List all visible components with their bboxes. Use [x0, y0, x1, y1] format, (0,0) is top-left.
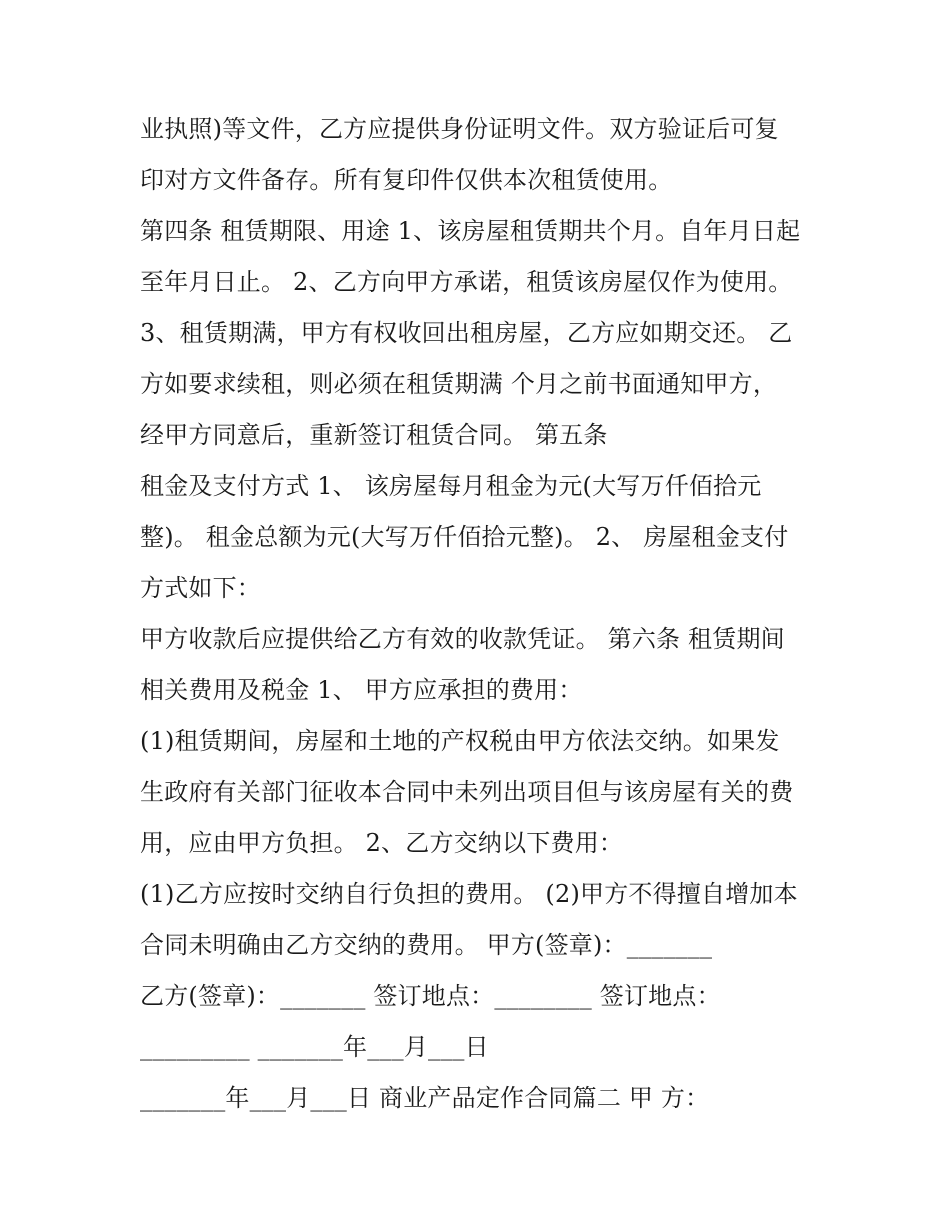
text-line-17: 合同未明确由乙方交纳的费用。 甲方(签章)：_______: [140, 931, 713, 959]
text-line-1: 业执照)等文件，乙方应提供身份证明文件。双方验证后可复: [140, 115, 779, 143]
text-line-2: 印对方文件备存。所有复印件仅供本次租赁使用。: [140, 166, 673, 194]
text-line-10: 方式如下：: [140, 574, 261, 602]
text-line-7: 经甲方同意后，重新签订租赁合同。 第五条: [140, 421, 608, 449]
text-line-5: 3、租赁期满，甲方有权收回出租房屋，乙方应如期交还。 乙: [140, 319, 793, 347]
text-line-16: (1)乙方应按时交纳自行负担的费用。 (2)甲方不得擅自增加本: [140, 880, 798, 908]
contract-body-text: [140, 104, 840, 1124]
text-line-12: 相关费用及税金 1、 甲方应承担的费用：: [140, 676, 583, 704]
text-line-13: (1)租赁期间，房屋和土地的产权税由甲方依法交纳。如果发: [140, 727, 780, 755]
text-line-9: 整)。 租金总额为元(大写万仟佰拾元整)。 2、 房屋租金支付: [140, 523, 789, 551]
text-line-14: 生政府有关部门征收本合同中未列出项目但与该房屋有关的费: [140, 778, 794, 806]
text-line-15: 用，应由甲方负担。 2、乙方交纳以下费用：: [140, 829, 624, 857]
text-line-20: _______年___月___日 商业产品定作合同篇二 甲 方：: [140, 1084, 710, 1112]
text-line-19: _________ _______年___月___日: [140, 1033, 489, 1061]
text-line-18: 乙方(签章)：_______ 签订地点：________ 签订地点：: [140, 982, 721, 1010]
text-line-6: 方如要求续租，则必须在租赁期满 个月之前书面通知甲方，: [140, 370, 778, 398]
text-line-8: 租金及支付方式 1、 该房屋每月租金为元(大写万仟佰拾元: [140, 472, 762, 500]
text-line-3: 第四条 租赁期限、用途 1、该房屋租赁期共个月。自年月日起: [140, 217, 801, 245]
text-line-11: 甲方收款后应提供给乙方有效的收款凭证。 第六条 租赁期间: [140, 625, 785, 653]
text-line-4: 至年月日止。 2、乙方向甲方承诺，租赁该房屋仅作为使用。: [140, 268, 793, 296]
